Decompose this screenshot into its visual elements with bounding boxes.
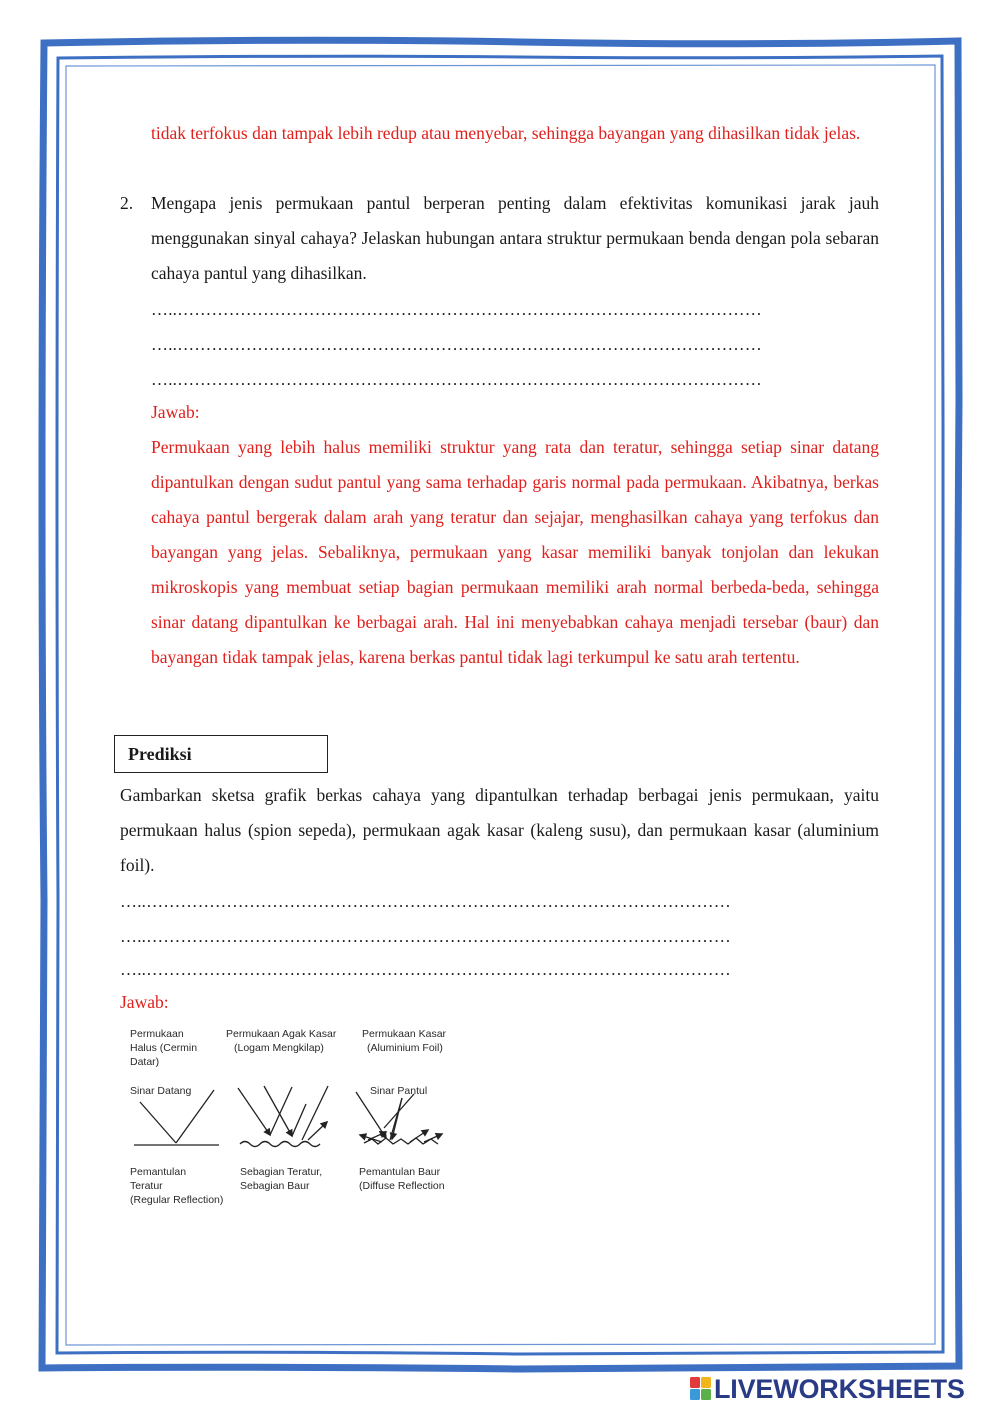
panel-3-title-line: Permukaan Kasar [362, 1028, 447, 1040]
panel-2-caption-line: Sebagian Teratur, [240, 1166, 323, 1178]
panel-3-caption-line: Pemantulan Baur [359, 1166, 441, 1178]
answer-label: Jawab: [151, 402, 200, 422]
liveworksheets-brand[interactable] [690, 1374, 965, 1406]
panel-2-title-line: (Logam Mengkilap) [234, 1042, 324, 1054]
question-number: 2. [120, 193, 134, 213]
panel-1-caption-line: (Regular Reflection) [130, 1194, 224, 1206]
previous-answer-continuation: tidak terfokus dan tampak lebih redup atau menyebar, sehingga bayangan yang dihasilkan tidak jelas. [151, 123, 861, 143]
panel-1-caption-line: Teratur [130, 1180, 163, 1192]
prediksi-answer-label: Jawab: [120, 992, 169, 1012]
panel-3-sketch [356, 1092, 442, 1144]
panel-1-title-line: Datar) [130, 1056, 160, 1068]
panel-1-sketch [134, 1090, 219, 1145]
question-2-text: Mengapa jenis permukaan pantul berperan penting dalam efektivitas komunikasi jarak jauh menggunakan sinyal cahaya? Jelaskan hubungan antara struktur permukaan benda dengan pola sebaran cahaya pantul yang dihasilkan. [151, 193, 879, 283]
liveworksheets-logo-icon [690, 1377, 712, 1401]
panel-1-title-line: Permukaan [130, 1028, 184, 1040]
panel-1-ray-label: Sinar Datang [130, 1085, 192, 1097]
prediksi-heading: Prediksi [114, 735, 328, 773]
answer-line[interactable]: …..………………………………………………………………………………………… [151, 300, 762, 319]
answer-line[interactable]: …..………………………………………………………………………………………… [151, 335, 762, 354]
answer-line[interactable]: …..………………………………………………………………………………………… [120, 927, 731, 946]
panel-2-title-line: Permukaan Agak Kasar [226, 1028, 337, 1040]
panel-1-caption-line: Pemantulan [130, 1166, 187, 1178]
answer-line[interactable]: …..………………………………………………………………………………………… [120, 960, 731, 979]
brand-name: LIVEWORKSHEETS [714, 1374, 965, 1404]
panel-3-caption-line: (Diffuse Reflection [359, 1180, 445, 1192]
answer-line[interactable]: …..………………………………………………………………………………………… [120, 892, 731, 911]
panel-3-title-line: (Aluminium Foil) [367, 1042, 443, 1054]
reflection-diagram [124, 1022, 454, 1212]
question-2-answer: Permukaan yang lebih halus memiliki struktur yang rata dan teratur, sehingga setiap sinar datang dipantulkan dengan sudut pantul yang sama terhadap garis normal pada permukaan. Akibatnya, berkas cahaya pantul bergerak dalam arah yang teratur dan sejajar, menghasilkan cahaya yang terfokus dan bayangan yang jelas. Sebaliknya, permukaan yang kasar memiliki banyak tonjolan dan lekukan mikroskopis yang membuat setiap bagian permukaan memiliki arah normal berbeda-beda, sehingga sinar datang dipantulkan ke berbagai arah. Hal ini menyebabkan cahaya menjadi tersebar (baur) dan bayangan tidak tampak jelas, karena berkas pantul tidak lagi terkumpul ke satu arah tertentu. [151, 437, 879, 667]
panel-1-title-line: Halus (Cermin [130, 1042, 198, 1054]
prediksi-prompt: Gambarkan sketsa grafik berkas cahaya yang dipantulkan terhadap berbagai jenis permukaan, yaitu permukaan halus (spion sepeda), permukaan agak kasar (kaleng susu), dan permukaan kasar (aluminium foil). [120, 785, 879, 875]
answer-line[interactable]: …..………………………………………………………………………………………… [151, 370, 762, 389]
panel-2-caption-line: Sebagian Baur [240, 1180, 310, 1192]
panel-3-ray-label: Sinar Pantul [370, 1085, 428, 1097]
panel-2-sketch [238, 1086, 328, 1147]
